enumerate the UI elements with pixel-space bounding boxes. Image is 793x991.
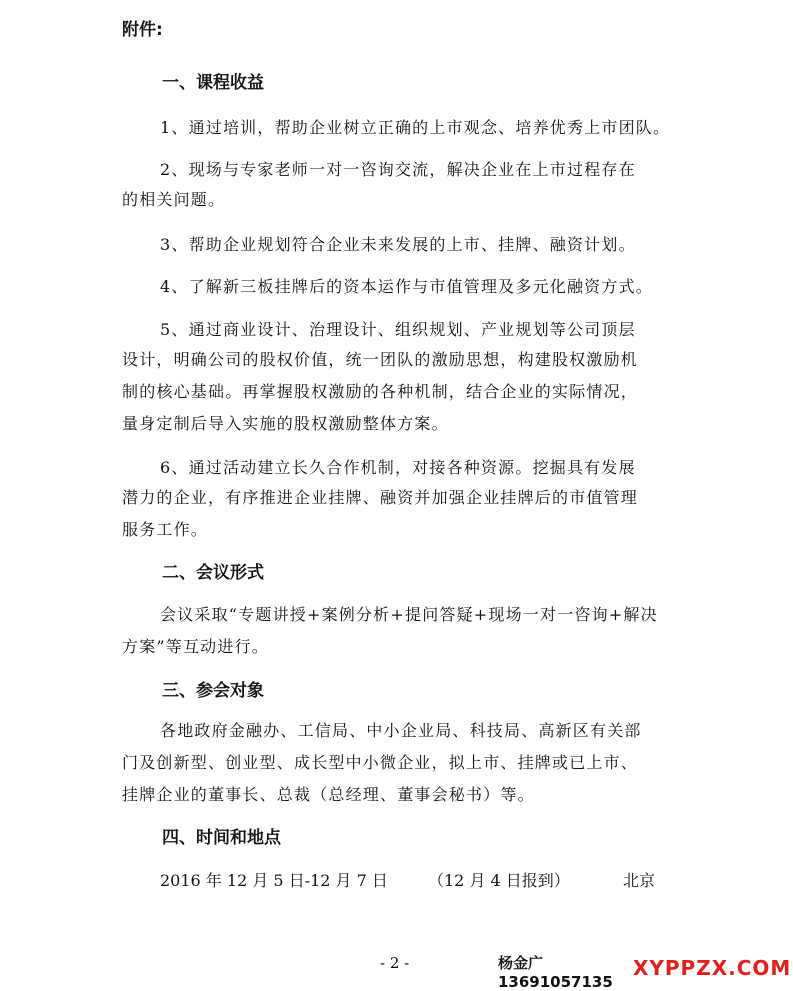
event-location: 北京 xyxy=(623,871,656,890)
benefit-item-6-line-3: 服务工作。 xyxy=(122,520,209,539)
attachment-label: 附件: xyxy=(122,20,163,40)
benefit-item-2-line-1: 2、现场与专家老师一对一咨询交流，解决企业在上市过程存在 xyxy=(160,160,636,179)
contact-watermark: 杨金广 13691057135 xyxy=(498,954,613,991)
benefit-item-5-line-3: 制的核心基础。再掌握股权激励的各种机制，结合企业的实际情况， xyxy=(122,382,639,401)
benefit-item-4: 4、了解新三板挂牌后的资本运作与市值管理及多元化融资方式。 xyxy=(160,277,653,296)
benefit-item-3: 3、帮助企业规划符合企业未来发展的上市、挂牌、融资计划。 xyxy=(160,235,636,254)
section-heading-audience: 三、参会对象 xyxy=(162,681,264,701)
audience-text-line-3: 挂牌企业的董事长、总裁（总经理、董事会秘书）等。 xyxy=(122,785,535,804)
benefit-item-1: 1、通过培训，帮助企业树立正确的上市观念、培养优秀上市团队。 xyxy=(160,118,671,137)
section-heading-format: 二、会议形式 xyxy=(162,563,264,583)
benefit-item-6-line-2: 潜力的企业，有序推进企业挂牌、融资并加强企业挂牌后的市值管理 xyxy=(122,488,639,507)
audience-text-line-1: 各地政府金融办、工信局、中小企业局、科技局、高新区有关部 xyxy=(160,721,642,740)
benefit-item-6-line-1: 6、通过活动建立长久合作机制，对接各种资源。挖掘具有发展 xyxy=(160,458,636,477)
page-number: - 2 - xyxy=(380,954,410,972)
event-date-range: 2016 年 12 月 5 日-12 月 7 日 xyxy=(160,871,388,890)
site-watermark-logo: XYPPZX.COM xyxy=(633,956,792,980)
benefit-item-5-line-4: 量身定制后导入实施的股权激励整体方案。 xyxy=(122,414,449,433)
audience-text-line-2: 门及创新型、创业型、成长型中小微企业，拟上市、挂牌或已上市、 xyxy=(122,753,639,772)
registration-date: （12 月 4 日报到） xyxy=(428,871,570,890)
benefit-item-5-line-1: 5、通过商业设计、治理设计、组织规划、产业规划等公司顶层 xyxy=(160,320,636,339)
format-text-line-2: 方案”等互动进行。 xyxy=(122,637,269,656)
benefit-item-2-line-2: 的相关问题。 xyxy=(122,190,226,209)
section-heading-time-place: 四、时间和地点 xyxy=(162,828,281,848)
section-heading-benefits: 一、课程收益 xyxy=(162,73,264,93)
format-text-line-1: 会议采取“专题讲授+案例分析+提问答疑+现场一对一咨询+解决 xyxy=(160,605,658,624)
benefit-item-5-line-2: 设计，明确公司的股权价值，统一团队的激励思想，构建股权激励机 xyxy=(122,350,639,369)
